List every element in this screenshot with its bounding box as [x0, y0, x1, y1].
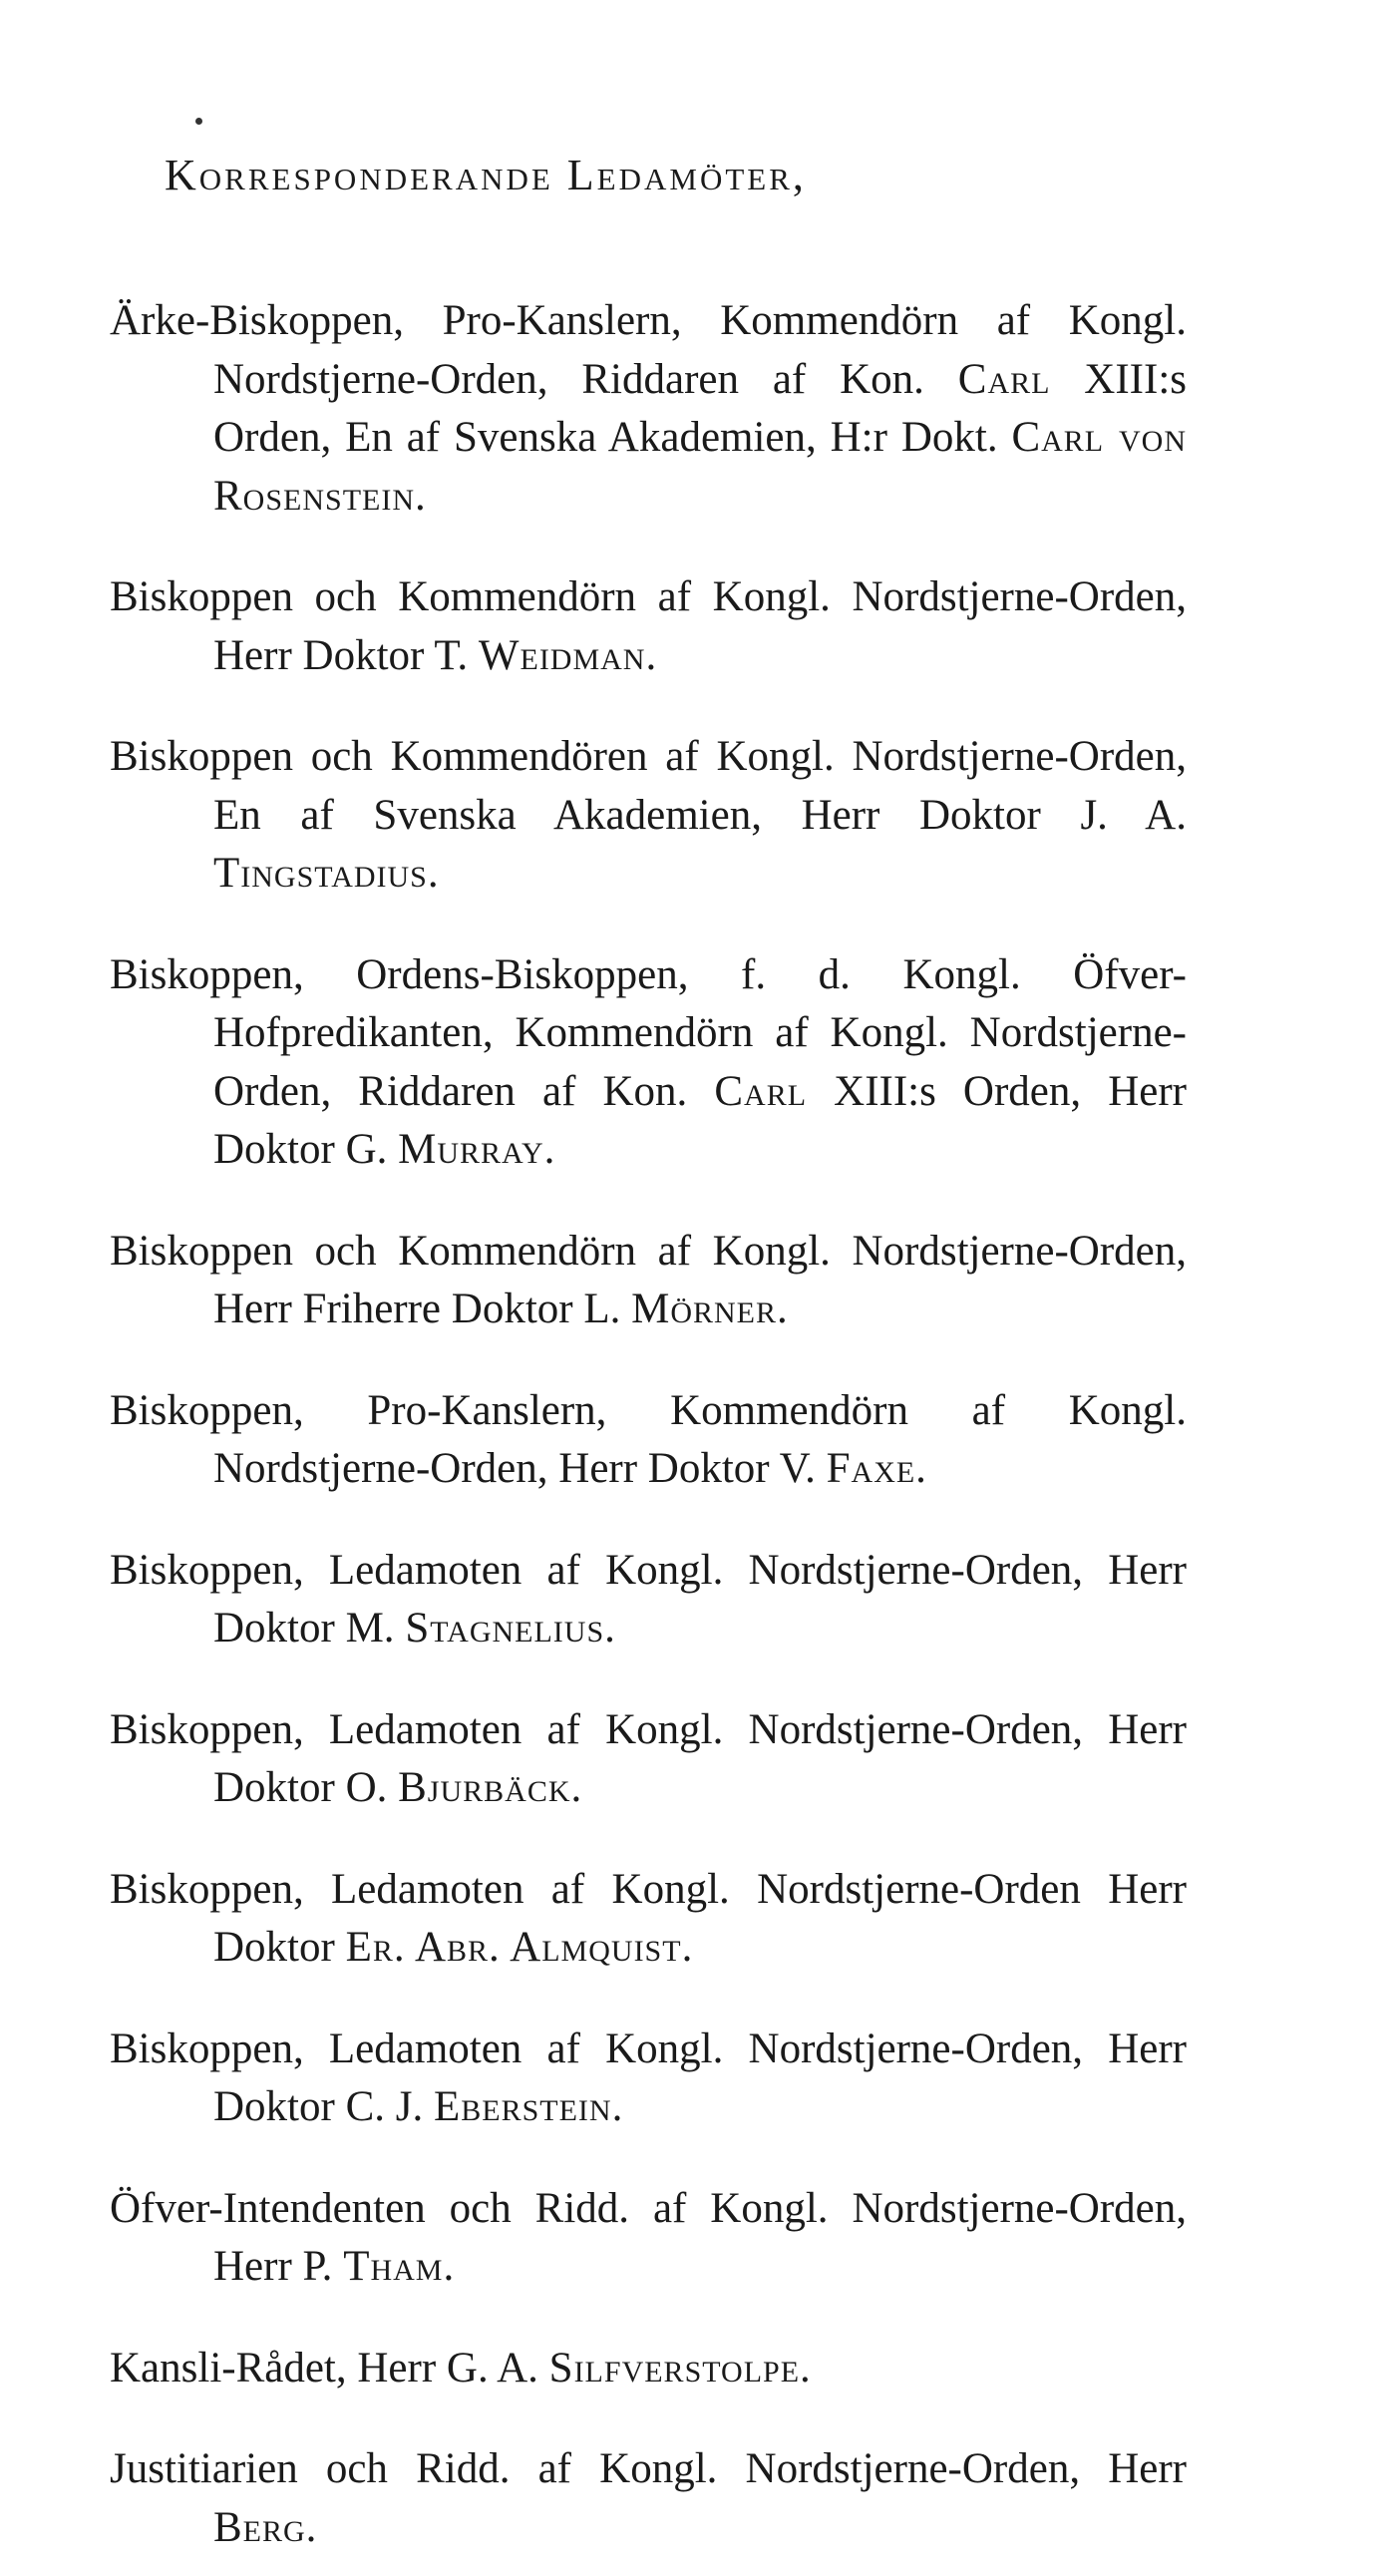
- member-entry: Justitiarien och Ridd. af Kongl. Nordstjerne-Orden, Herr Berg.: [110, 2445, 1187, 2551]
- member-entry: Öfver-Intendenten och Ridd. af Kongl. Nordstjerne-Orden, Herr P. Tham.: [110, 2184, 1187, 2290]
- member-entry: Biskoppen, Ledamoten af Kongl. Nordstjerne-Orden Herr Doktor Er. Abr. Almquist.: [110, 1865, 1187, 1971]
- member-entry: Biskoppen, Ledamoten af Kongl. Nordstjerne-Orden, Herr Doktor M. Stagnelius.: [110, 1546, 1187, 1652]
- member-entry: Biskoppen, Ledamoten af Kongl. Nordstjerne-Orden, Herr Doktor O. Bjurbäck.: [110, 1705, 1187, 1811]
- member-entry: Biskoppen, Pro-Kanslern, Kommendörn af Kongl. Nordstjerne-Orden, Herr Doktor V. Faxe.: [110, 1386, 1187, 1492]
- member-entry: Biskoppen, Ledamoten af Kongl. Nordstjerne-Orden, Herr Doktor C. J. Eberstein.: [110, 2024, 1187, 2130]
- member-list: [110, 249, 1187, 2576]
- member-entry: Ärke-Biskoppen, Pro-Kanslern, Kommendörn af Kongl. Nordstjerne-Orden, Riddaren af Kon. Carl XIII:s Orden, En af Svenska Akademien, H:r Dokt. Carl von Rosenstein.: [110, 297, 1187, 520]
- member-entry: Biskoppen, Ordens-Biskoppen, f. d. Kongl. Öfver-Hofpredikanten, Kommendörn af Kongl. Nordstjerne-Orden, Riddaren af Kon. Carl XIII:s Orden, Herr Doktor G. Murray.: [110, 950, 1187, 1173]
- member-entry: Kansli-Rådet, Herr G. A. Silfverstolpe.: [110, 2344, 812, 2392]
- member-entry: Biskoppen och Kommendörn af Kongl. Nordstjerne-Orden, Herr Friherre Doktor L. Mörner.: [110, 1227, 1187, 1332]
- member-entry: Biskoppen och Kommendören af Kongl. Nordstjerne-Orden, En af Svenska Akademien, Herr Doktor J. A. Tingstadius.: [110, 733, 1187, 897]
- page-heading: Korresponderande Ledamöter,: [165, 151, 807, 199]
- ink-dot: [195, 118, 202, 125]
- member-entry: Biskoppen och Kommendörn af Kongl. Nordstjerne-Orden, Herr Doktor T. Weidman.: [110, 573, 1187, 679]
